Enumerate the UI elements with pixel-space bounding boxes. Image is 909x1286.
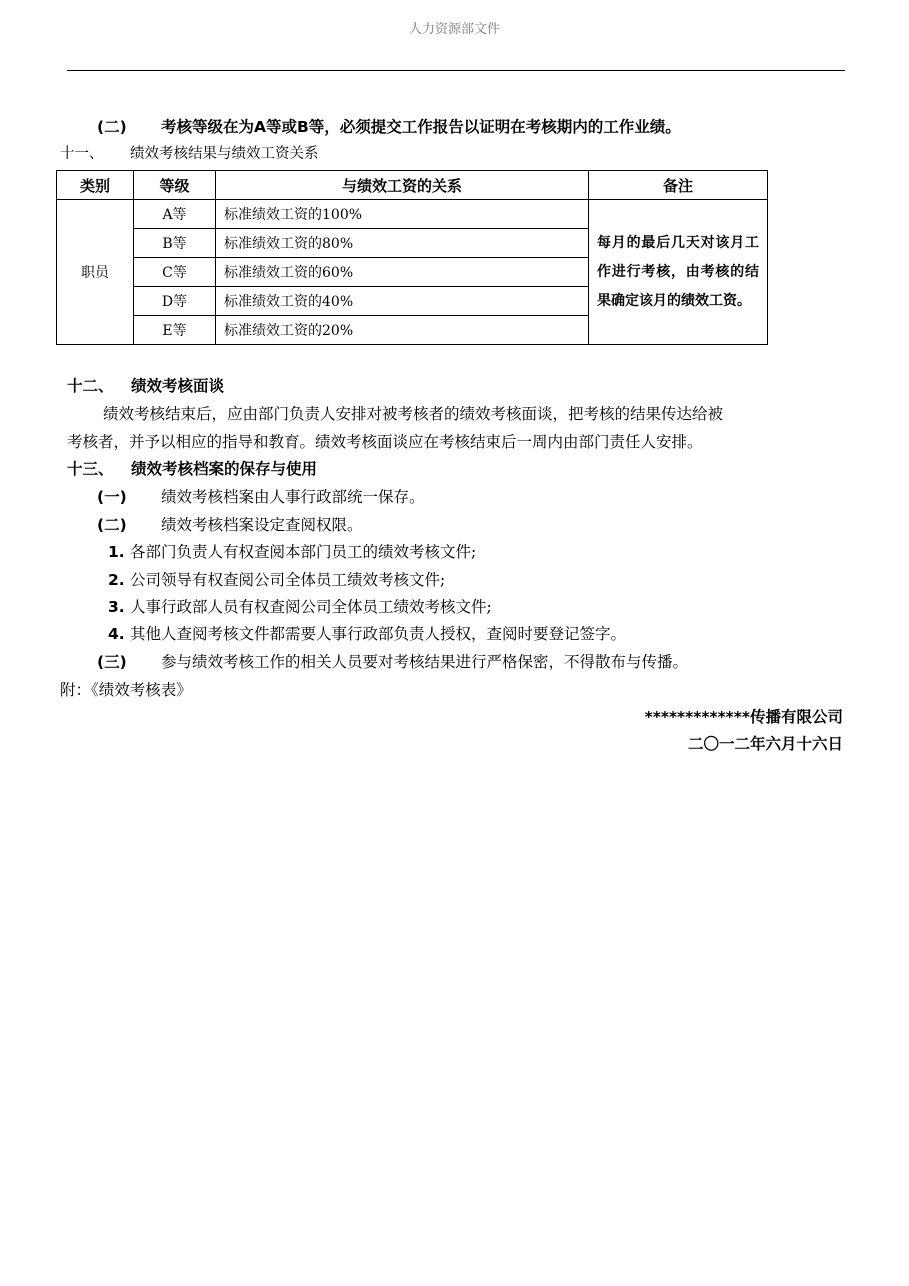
grade-cell: A等 [134,200,216,229]
sub-item-text: 各部门负责人有权查阅本部门员工的绩效考核文件; [130,543,477,561]
note-cell: 每月的最后几天对该月工作进行考核，由考核的结果确定该月的绩效工资。 [589,200,768,345]
relation-cell: 标准绩效工资的60% [216,258,589,287]
relation-cell: 标准绩效工资的40% [216,287,589,316]
table-header-cell: 类别 [57,171,134,200]
sub-list-item [108,569,445,591]
signature-date: 二〇一二年六月十六日 [687,735,843,753]
relation-cell: 标准绩效工资的100% [216,200,589,229]
item-mark: (一) [97,488,127,506]
item-mark: (三) [97,653,127,671]
grade-cell: E等 [134,316,216,345]
sub-list-item [108,623,626,645]
table-header-cell: 备注 [589,171,768,200]
header-rule [67,70,845,71]
sub-item-text: 人事行政部人员有权查阅公司全体员工绩效考核文件; [130,598,492,616]
sub-item-number: 4. [108,625,125,643]
list-item [97,486,425,508]
item-mark: (二) [97,516,127,534]
sub-item-number: 1. [108,543,125,561]
section-13-heading [67,458,317,480]
section-number: 十一、 [60,146,104,162]
item-text: 参与绩效考核工作的相关人员要对考核结果进行严格保密，不得散布与传播。 [161,653,689,671]
relation-cell: 标准绩效工资的80% [216,229,589,258]
relation-cell: 标准绩效工资的20% [216,316,589,345]
section-title: 绩效考核档案的保存与使用 [131,460,318,478]
section-title: 绩效考核面谈 [131,377,225,395]
section-number: 十三、 [67,460,114,478]
sub-item-number: 2. [108,571,125,589]
table-header-row [57,171,768,200]
sub-item-text: 公司领导有权查阅公司全体员工绩效考核文件; [130,571,446,589]
category-cell: 职员 [57,200,134,345]
list-item [97,651,688,673]
sub-list-item [108,541,476,563]
appendix-note: 附：《绩效考核表》 [60,681,192,699]
item-text: 考核等级在为A等或B等，必须提交工作报告以证明在考核期内的工作业绩。 [161,118,681,136]
section-title: 绩效考核结果与绩效工资关系 [130,146,319,162]
sub-item-text: 其他人查阅考核文件都需要人事行政部负责人授权，查阅时要登记签字。 [130,625,627,643]
section-number: 十二、 [67,377,114,395]
grade-cell: D等 [134,287,216,316]
grade-salary-table [56,170,768,345]
page-header-title: 人力资源部文件 [408,22,500,37]
section-12-paragraph-line1: 绩效考核结束后，应由部门负责人安排对被考核者的绩效考核面谈，把考核的结果传达给被 [103,405,724,423]
table-header-cell: 与绩效工资的关系 [216,171,589,200]
item-text: 绩效考核档案由人事行政部统一保存。 [161,488,425,506]
sub-list-item [108,596,492,618]
section-11-heading [60,143,319,165]
item-text: 绩效考核档案设定查阅权限。 [161,516,363,534]
item-two-bold [97,116,681,138]
grade-cell: B等 [134,229,216,258]
sub-item-number: 3. [108,598,125,616]
grade-cell: C等 [134,258,216,287]
list-item [97,514,363,536]
table-header-cell: 等级 [134,171,216,200]
item-mark: (二) [97,118,127,136]
signature-company: *************传播有限公司 [644,708,843,726]
table-row [57,200,768,229]
section-12-heading [67,375,224,397]
section-12-paragraph-line2: 考核者，并予以相应的指导和教育。绩效考核面谈应在考核结束后一周内由部门责任人安排。 [67,433,703,451]
